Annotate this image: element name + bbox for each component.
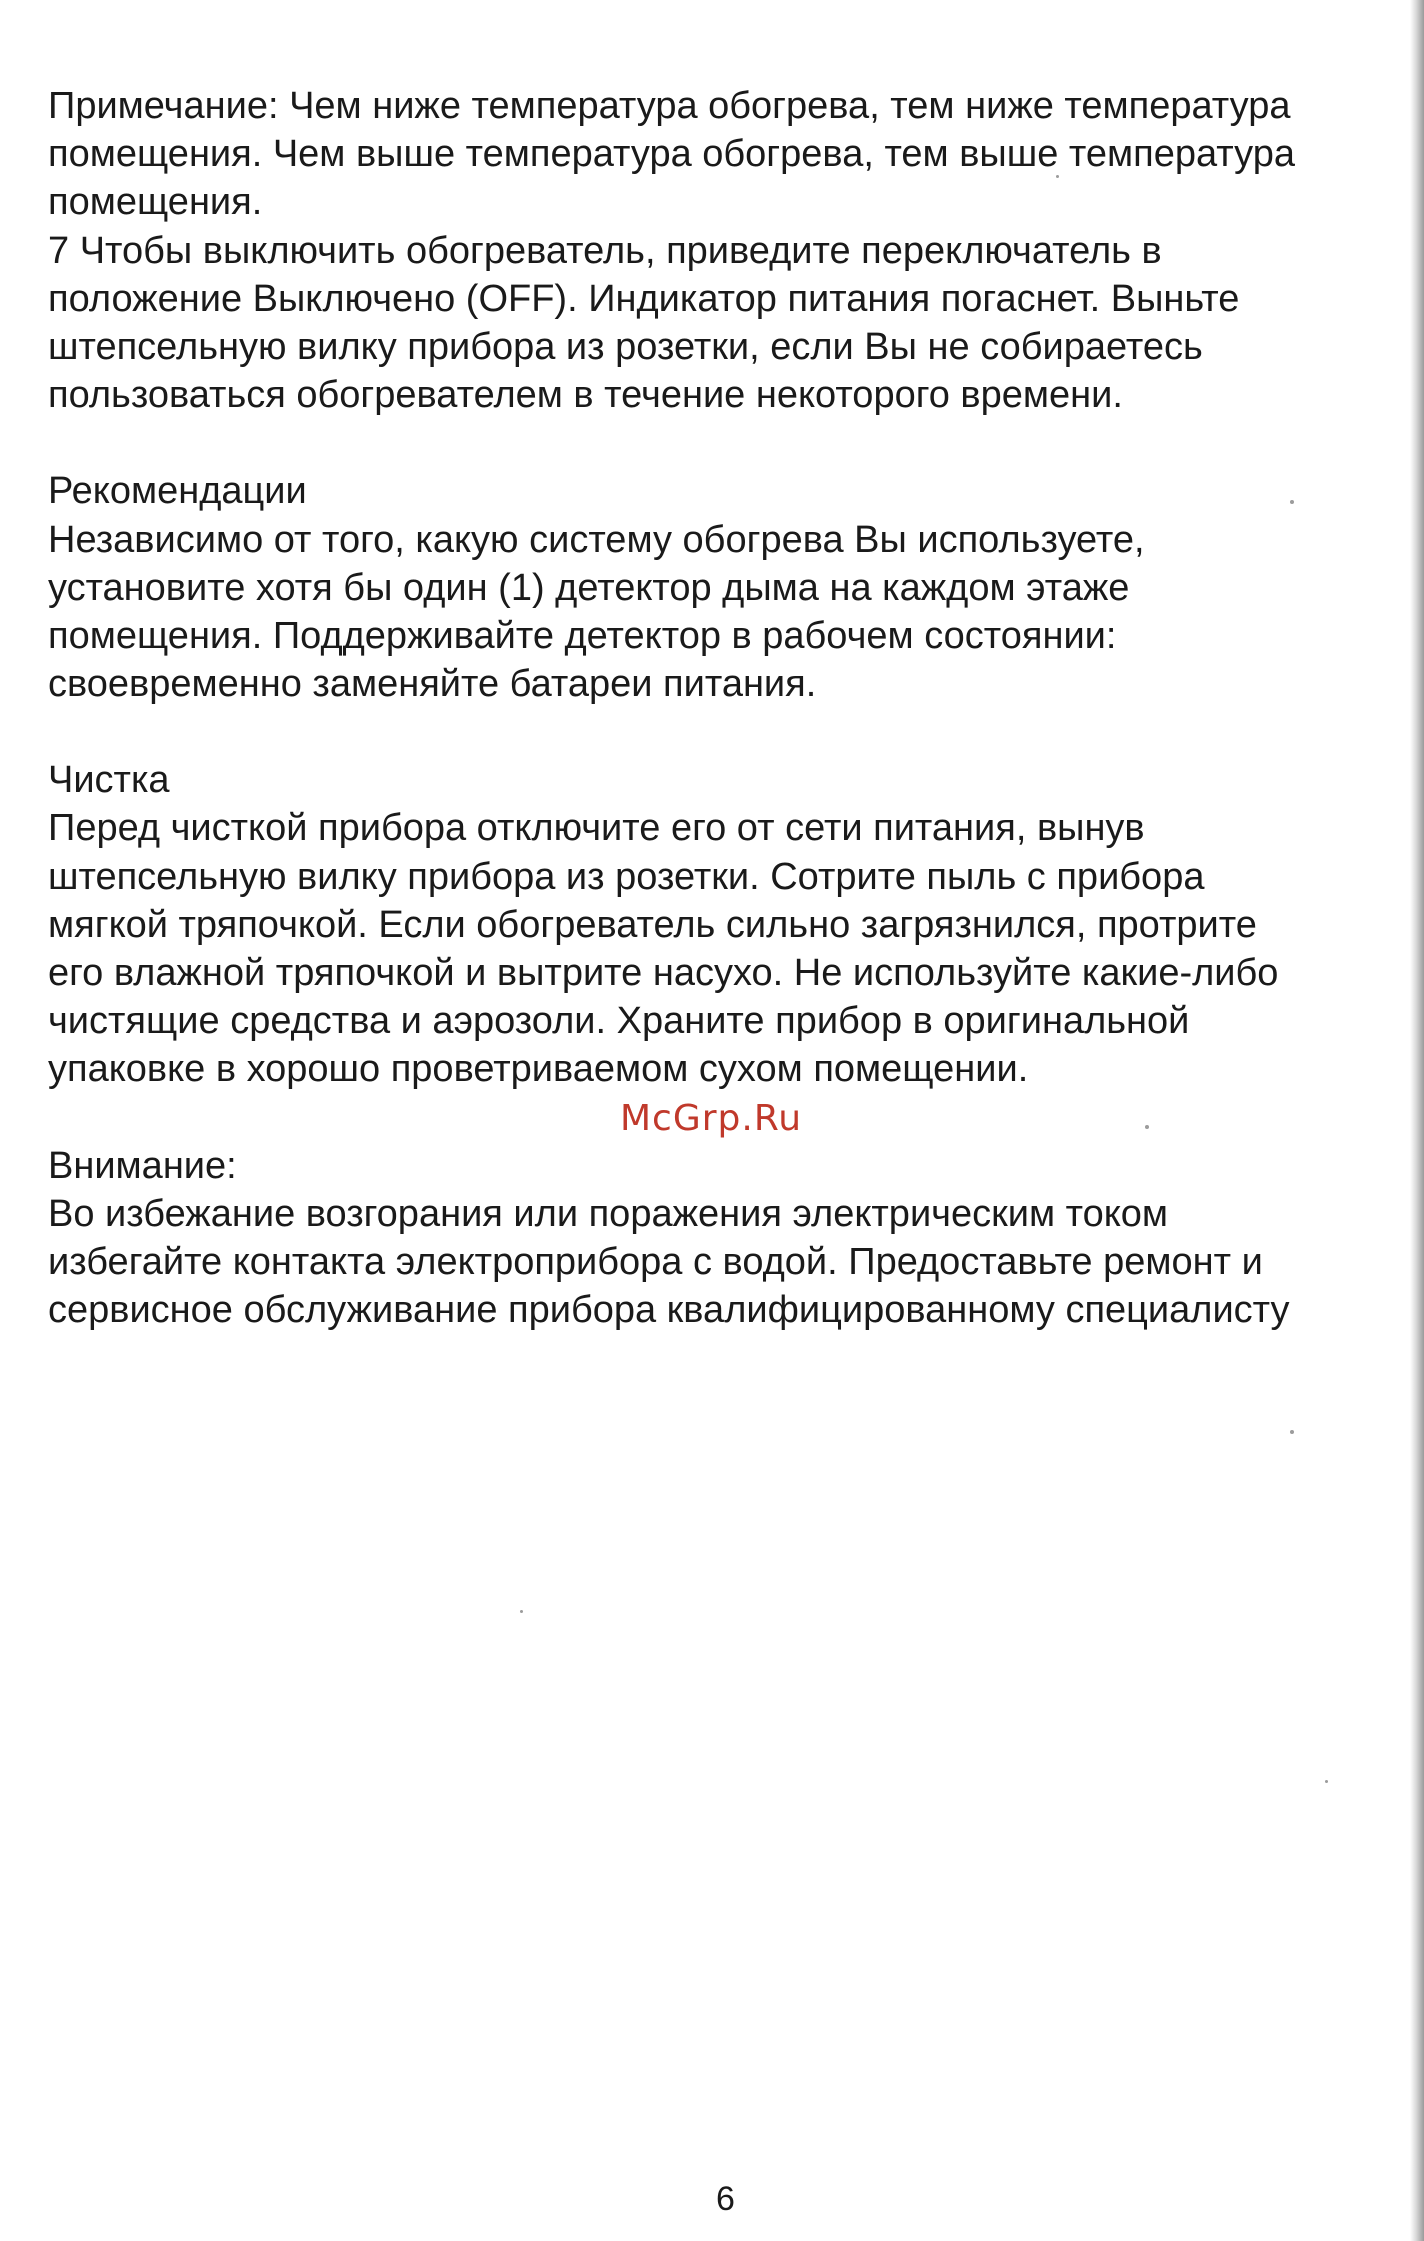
recommendations-line: Независимо от того, какую систему обогрева Вы используете, — [48, 518, 1145, 561]
watermark-text: McGrp.Ru — [620, 1098, 803, 1139]
scan-speck — [520, 1610, 523, 1613]
scan-speck — [1056, 175, 1059, 178]
note-line: Примечание: Чем ниже температура обогрева, тем ниже температура — [48, 85, 1291, 127]
cleaning-line: штепсельную вилку прибора из розетки. Сотрите пыль с прибора — [48, 855, 1205, 898]
warning-line: сервисное обслуживание прибора квалифицированному специалисту — [48, 1289, 1290, 1332]
scan-speck — [1290, 500, 1294, 504]
recommendations-line: своевременно заменяйте батареи питания. — [48, 663, 817, 706]
page-content — [48, 82, 1418, 1334]
cleaning-line: его влажной тряпочкой и вытрите насухо. Не используйте какие-либо — [48, 952, 1279, 994]
section-gap — [48, 419, 1418, 467]
section-gap — [48, 708, 1418, 756]
cleaning-line: упаковке в хорошо проветриваемом сухом помещении. — [48, 1048, 1029, 1091]
warning-line: Во избежание возгорания или поражения электрическим током — [48, 1192, 1169, 1235]
warning-line: избегайте контакта электроприбора с водой. Предоставьте ремонт и — [48, 1240, 1263, 1283]
cleaning-line: мягкой тряпочкой. Если обогреватель сильно загрязнился, протрите — [48, 903, 1257, 946]
cleaning-heading: Чистка — [48, 759, 170, 802]
recommendations-line: помещения. Поддерживайте детектор в рабочем состоянии: — [48, 614, 1117, 657]
step-7-line: пользоваться обогревателем в течение некоторого времени. — [48, 374, 1123, 417]
warning-section — [48, 1142, 1418, 1335]
step-7-line: положение Выключено (OFF). Индикатор питания погаснет. Выньте — [48, 277, 1240, 320]
note-paragraph — [48, 82, 1418, 419]
note-line: помещения. Чем выше температура обогрева, тем выше температура — [48, 133, 1295, 176]
cleaning-line: Перед чисткой прибора отключите его от сети питания, вынув — [48, 807, 1145, 850]
step-7-line: штепсельную вилку прибора из розетки, если Вы не собираетесь — [48, 325, 1203, 368]
recommendations-section — [48, 467, 1418, 708]
cleaning-line: чистящие средства и аэрозоли. Храните прибор в оригинальной — [48, 1000, 1190, 1043]
recommendations-line: установите хотя бы один (1) детектор дыма на каждом этаже — [48, 566, 1130, 609]
note-line: помещения. — [48, 181, 263, 224]
page-number: 6 — [716, 2180, 735, 2218]
scan-edge-shadow — [1410, 0, 1424, 2241]
scan-speck — [1145, 1125, 1149, 1129]
scan-speck — [1290, 1430, 1294, 1434]
step-7-line: 7 Чтобы выключить обогреватель, приведите переключатель в — [48, 229, 1162, 272]
warning-heading: Внимание: — [48, 1144, 237, 1187]
scan-speck — [1325, 1780, 1328, 1783]
recommendations-heading: Рекомендации — [48, 470, 307, 513]
cleaning-section — [48, 756, 1418, 1093]
